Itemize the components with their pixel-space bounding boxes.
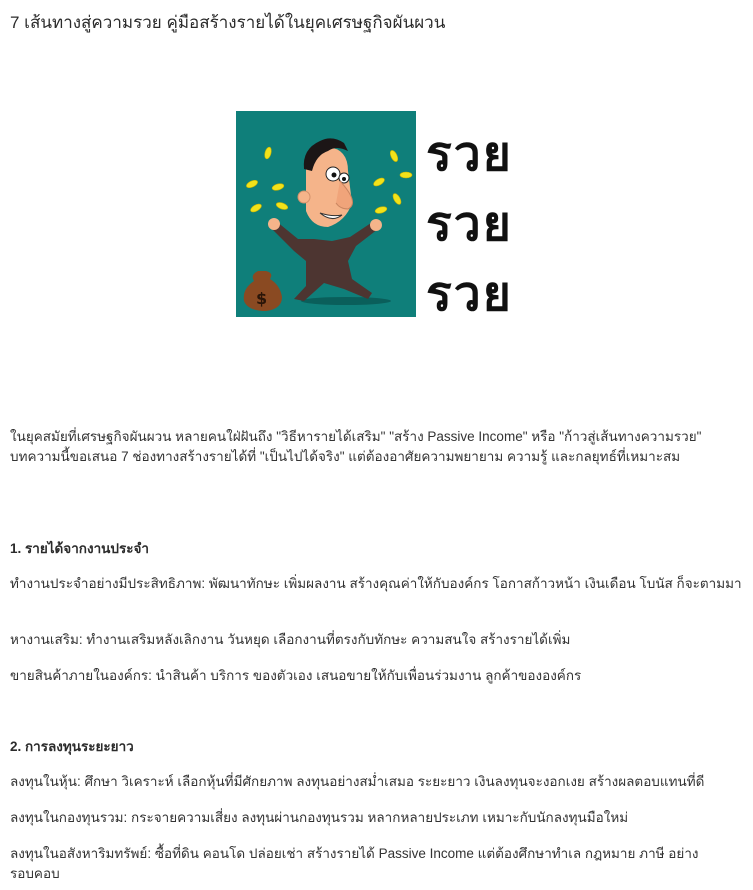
rich-man-illustration-icon bbox=[236, 111, 416, 317]
hero-illustration bbox=[236, 111, 416, 317]
section-2 bbox=[10, 737, 745, 881]
hero-caption bbox=[426, 119, 536, 329]
section-heading: 1. รายได้จากงานประจำ bbox=[10, 541, 149, 556]
section-paragraph: ลงทุนในกองทุนรวม: กระจายความเสี่ยง ลงทุนผ่านกองทุนรวม หลากหลายประเภท เหมาะกับนักลงทุนมือใหม่ bbox=[10, 810, 629, 825]
hero-word: รวย bbox=[426, 126, 513, 182]
section-paragraph: หางานเสริม: ทำงานเสริมหลังเลิกงาน วันหยุด เลือกงานที่ตรงกับทักษะ ความสนใจ สร้างรายได้เพิ่ม bbox=[10, 632, 571, 647]
section-paragraph: ลงทุนในหุ้น: ศึกษา วิเคราะห์ เลือกหุ้นที่มีศักยภาพ ลงทุนอย่างสม่ำเสมอ ระยะยาว เงินลงทุนจะงอกเงย สร้างผลตอบแทนที่ดี bbox=[10, 774, 705, 789]
article-title: 7 เส้นทางสู่ความรวย คู่มือสร้างรายได้ในยุคเศรษฐกิจผันผวน bbox=[10, 13, 446, 32]
section-1 bbox=[10, 539, 745, 683]
section-paragraph: ลงทุนในอสังหาริมทรัพย์: ซื้อที่ดิน คอนโด ปล่อยเช่า สร้างรายได้ Passive Income แต่ต้องศึกษาทำเล กฎหมาย ภาษี อย่างรอบคอบ bbox=[10, 846, 699, 881]
intro-paragraph: ในยุคสมัยที่เศรษฐกิจผันผวน หลายคนใฝ่ฝันถึง "วิธีหารายได้เสริม" "สร้าง Passive Income" หรือ "ก้าวสู่เส้นทางความรวย" บทความนี้ขอเสนอ 7 ช่องทางสร้างรายได้ที่ "เป็นไปได้จริง" แต่ต้องอาศัยความพยายาม ความรู้ และกลยุทธ์ที่เหมาะสม bbox=[10, 429, 702, 464]
hero-word: รวย bbox=[426, 266, 513, 322]
hero-figure bbox=[236, 111, 536, 322]
svg-text:$: $ bbox=[256, 289, 268, 308]
section-paragraph: ขายสินค้าภายในองค์กร: นำสินค้า บริการ ของตัวเอง เสนอขายให้กับเพื่อนร่วมงาน ลูกค้าขององค์กร bbox=[10, 668, 582, 683]
section-heading: 2. การลงทุนระยะยาว bbox=[10, 739, 134, 754]
section-paragraph: ทำงานประจำอย่างมีประสิทธิภาพ: พัฒนาทักษะ เพิ่มผลงาน สร้างคุณค่าให้กับองค์กร โอกาสก้าวหน้า เงินเดือน โบนัส ก็จะตามมา bbox=[10, 576, 742, 591]
hero-word: รวย bbox=[426, 196, 513, 252]
